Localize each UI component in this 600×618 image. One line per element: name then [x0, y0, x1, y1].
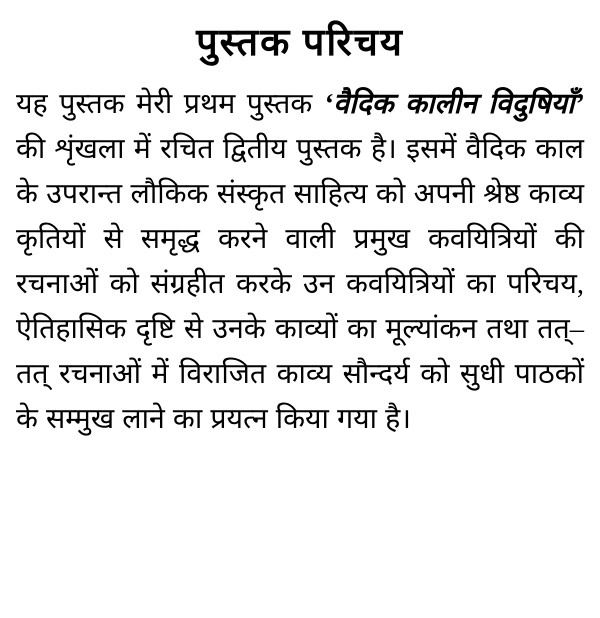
body-text-block	[14, 82, 586, 442]
intro-paragraph	[16, 82, 584, 442]
book-title-emphasis: ‘वैदिक कालीन विदुषियाँ’	[323, 88, 585, 120]
page-title: पुस्तक परिचय	[196, 22, 404, 64]
paragraph-part-one: यह पुस्तक मेरी प्रथम पुस्तक	[16, 88, 324, 120]
paragraph-part-two: की शृंखला में रचित द्वितीय पुस्तक है। इसमें वैदिक काल के उपरान्त लौकिक संस्कृत साहित्य को अपनी श्रेष्ठ काव्य कृतियों से समृद्ध करने वाली प्रमुख कवयित्रियों की रचनाओं को संग्रहीत करके उन कवयित्रियों का परिचय, ऐतिहासिक दृष्टि से उनके काव्यों का मूल्यांकन तथा तत्–तत् रचनाओं में विराजित काव्य सौन्दर्य को सुधी पाठकों के सम्मुख लाने का प्रयत्न किया गया है।	[16, 133, 584, 435]
